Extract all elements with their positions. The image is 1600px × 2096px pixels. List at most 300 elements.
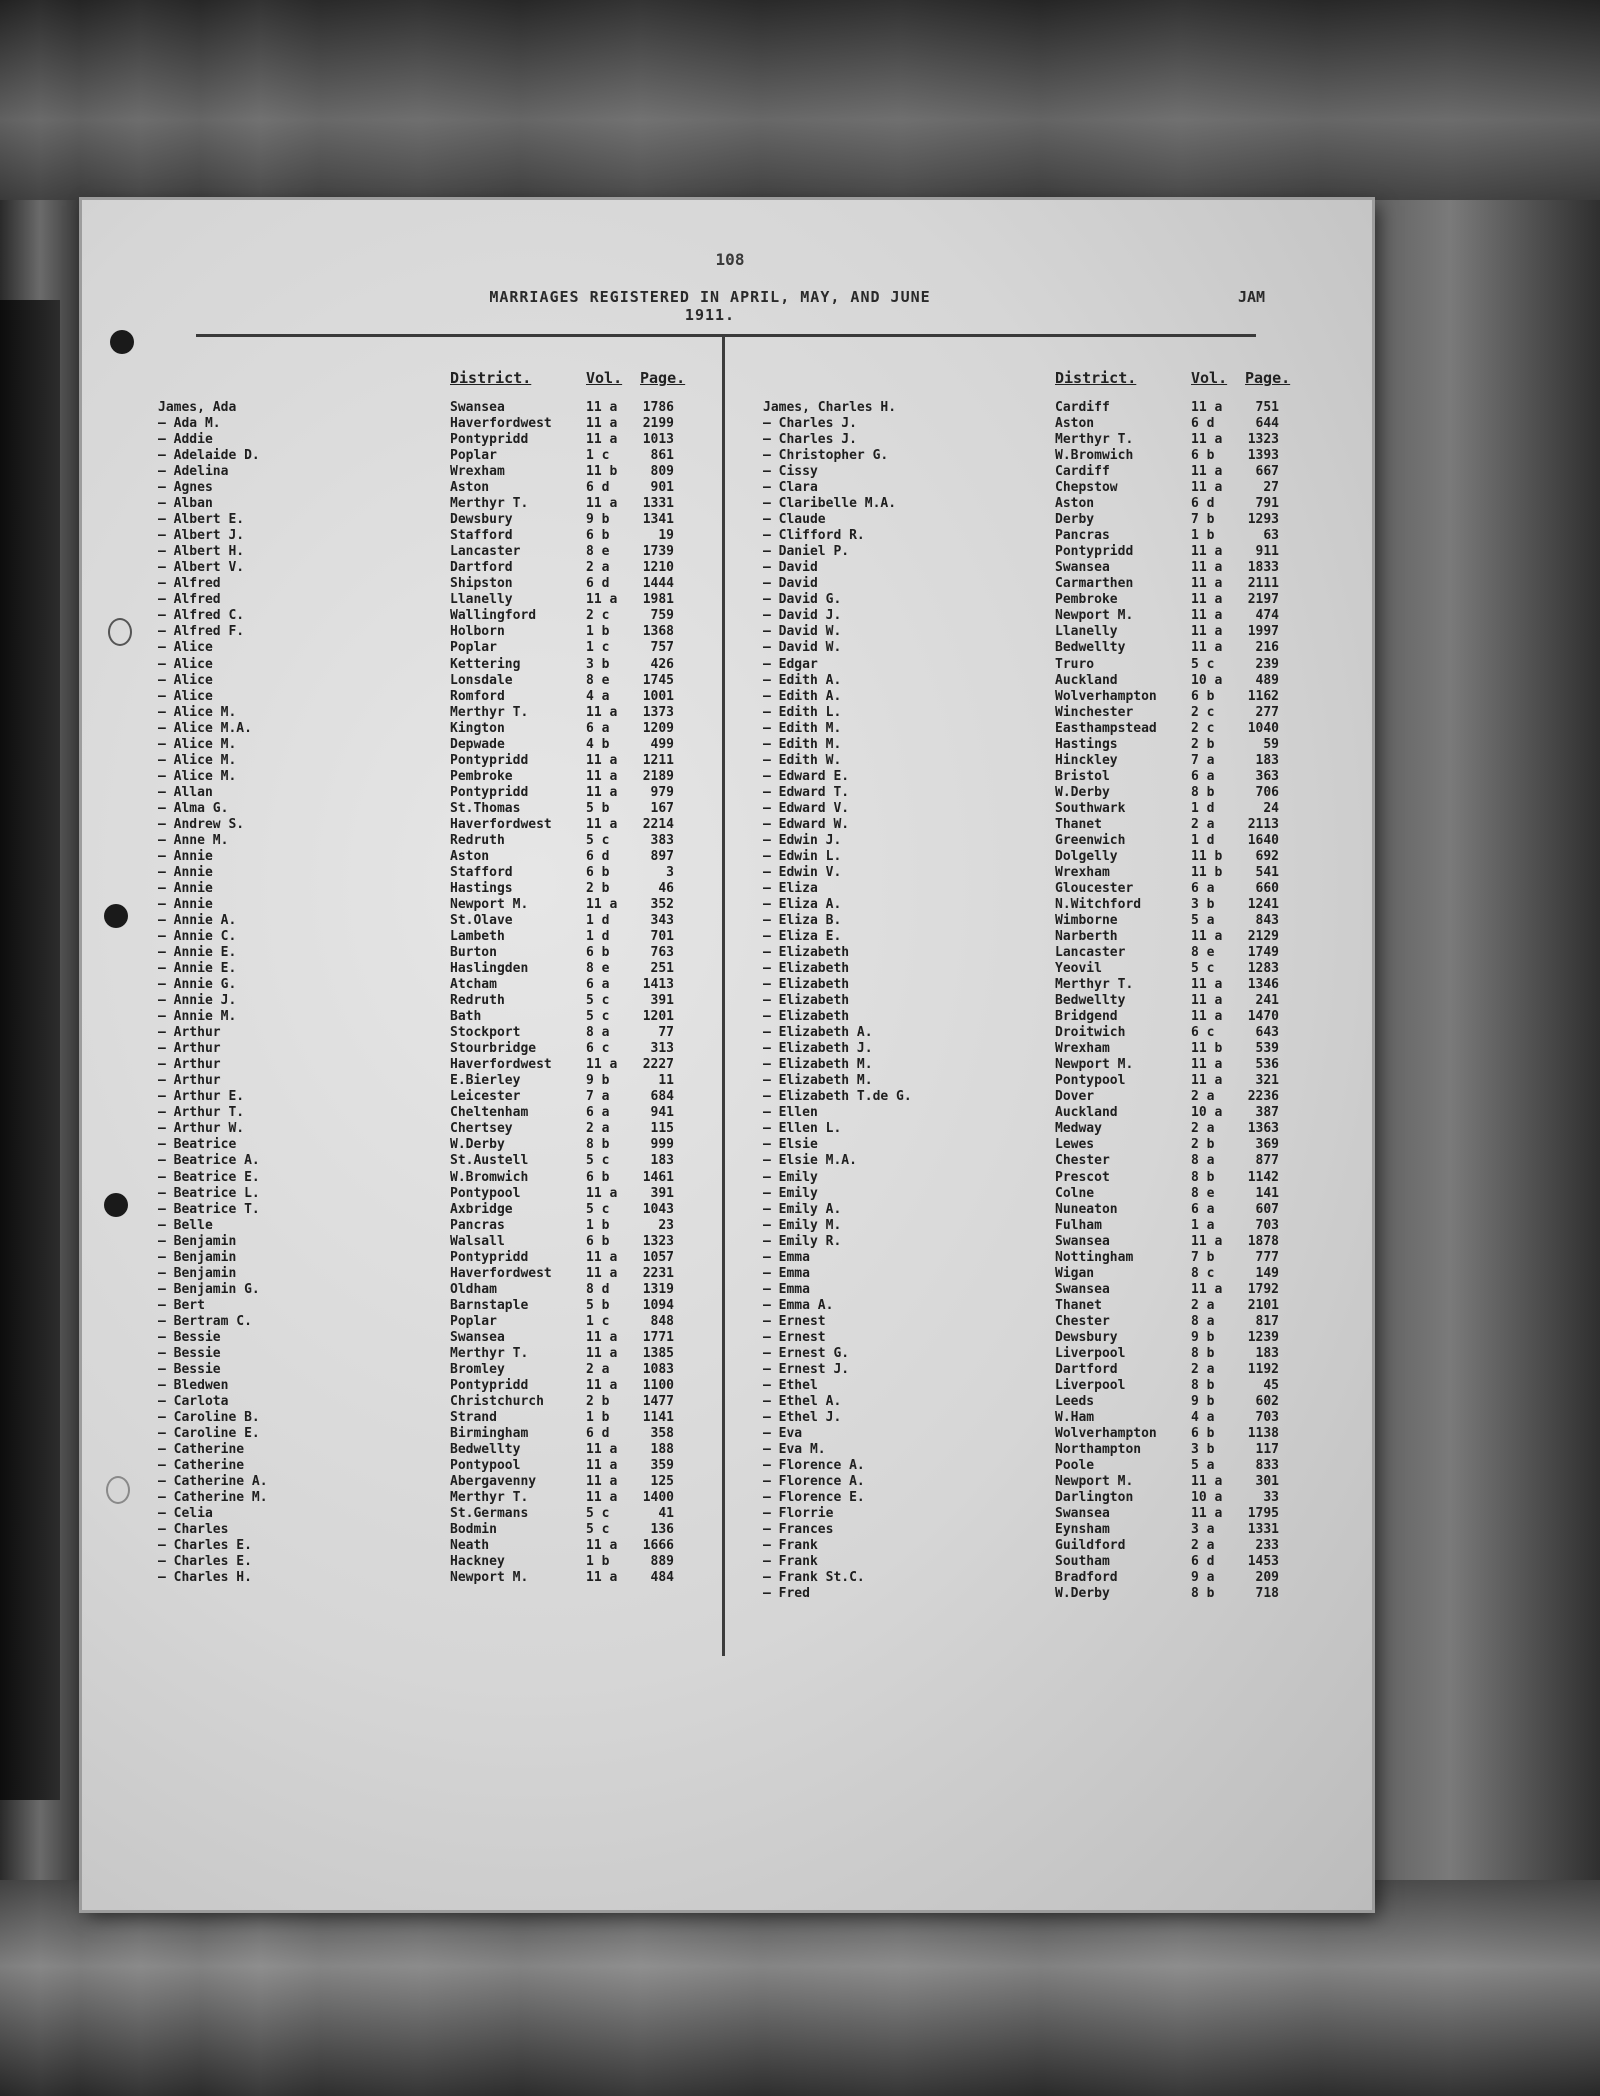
entry-volume: 11 b xyxy=(1191,864,1223,880)
entry-page: 1346 xyxy=(1247,977,1279,993)
district-header: District. xyxy=(450,369,532,387)
entry-volume: 1 c xyxy=(586,1313,610,1329)
entry-volume: 5 c xyxy=(586,832,610,848)
entry-volume: 8 b xyxy=(1191,1169,1215,1185)
entry-page: 703 xyxy=(1255,1409,1279,1425)
entry-name: — Elizabeth T.de G. xyxy=(763,1089,912,1105)
entry-district: Birmingham xyxy=(450,1426,529,1441)
entry-volume: 5 c xyxy=(586,1201,610,1217)
entry-name: — Elizabeth xyxy=(763,993,850,1009)
entry-district: N.Witchford xyxy=(1055,896,1142,912)
entry-page: 848 xyxy=(650,1313,674,1329)
entry-name: — Elizabeth xyxy=(763,1009,850,1025)
entry-page: 1373 xyxy=(642,704,674,720)
entry-volume: 1 d xyxy=(586,913,610,928)
entry-volume: 6 d xyxy=(1191,496,1215,512)
entry-district: Axbridge xyxy=(450,1201,513,1217)
entry-district: Pontypridd xyxy=(450,752,529,768)
entry-volume: 11 a xyxy=(586,1538,618,1554)
entry-district: Leicester xyxy=(450,1089,521,1105)
entry-name: — Daniel P. xyxy=(763,544,850,560)
entry-page: 2197 xyxy=(1247,592,1279,608)
entry-district: Aston xyxy=(450,480,490,496)
entry-page: 343 xyxy=(650,913,674,928)
entry-name: — Allan xyxy=(158,784,213,800)
entry-volume: 6 d xyxy=(1191,1554,1215,1570)
entry-district: Bath xyxy=(450,1009,482,1025)
entry-district: Greenwich xyxy=(1055,832,1126,848)
entry-page: 889 xyxy=(650,1554,674,1570)
entry-page: 684 xyxy=(650,1089,674,1105)
entry-district: Merthyr T. xyxy=(1055,432,1134,448)
entry-page: 833 xyxy=(1255,1458,1279,1474)
entry-name: — Alban xyxy=(158,496,213,512)
entry-district: Pontypridd xyxy=(450,432,529,448)
entry-district: Thanet xyxy=(1055,816,1102,832)
entry-name: — Eliza E. xyxy=(763,929,842,945)
entry-volume: 11 a xyxy=(1191,544,1223,560)
entry-page: 2236 xyxy=(1247,1089,1279,1105)
entry-page: 149 xyxy=(1255,1265,1279,1281)
entry-district: Oldham xyxy=(450,1281,497,1297)
entry-page: 1141 xyxy=(642,1409,674,1425)
entry-district: Dartford xyxy=(450,560,513,576)
entry-page: 1013 xyxy=(642,432,674,448)
film-bottom-edge xyxy=(0,1880,1600,2096)
entry-volume: 11 a xyxy=(586,416,618,432)
entry-page: 499 xyxy=(650,736,674,752)
entry-page: 1142 xyxy=(1247,1169,1279,1185)
entry-volume: 8 e xyxy=(586,544,610,560)
entry-page: 383 xyxy=(650,832,674,848)
entry-page: 45 xyxy=(1263,1377,1279,1393)
entry-name: — Benjamin G. xyxy=(158,1281,260,1297)
entry-volume: 11 a xyxy=(1191,576,1223,592)
entry-name: — Annie C. xyxy=(158,929,237,945)
entry-page: 692 xyxy=(1255,848,1279,864)
entry-volume: 11 b xyxy=(1191,1041,1223,1057)
entry-name: — Clifford R. xyxy=(763,528,865,544)
entry-district: Truro xyxy=(1055,656,1095,672)
entry-district: Chepstow xyxy=(1055,480,1118,496)
entry-page: 1739 xyxy=(642,544,674,560)
entry-district: Stourbridge xyxy=(450,1041,537,1057)
entry-name: — David W. xyxy=(763,640,842,656)
entry-name: — Bessie xyxy=(158,1345,221,1361)
entry-district: Northampton xyxy=(1055,1442,1142,1458)
entry-district: Droitwich xyxy=(1055,1025,1126,1041)
entry-page: 11 xyxy=(658,1073,674,1089)
entry-volume: 6 b xyxy=(1191,448,1215,464)
entry-district: W.Bromwich xyxy=(450,1169,529,1185)
entry-page: 941 xyxy=(650,1105,674,1121)
entry-volume: 11 a xyxy=(586,1057,618,1073)
entry-page: 183 xyxy=(1255,752,1279,768)
entry-page: 1666 xyxy=(642,1538,674,1554)
entry-district: St.Olave xyxy=(450,913,513,928)
entry-name: — Emma xyxy=(763,1281,810,1297)
entry-district: Poplar xyxy=(450,1313,497,1329)
entry-district: Poplar xyxy=(450,448,497,464)
entry-volume: 11 a xyxy=(1191,592,1223,608)
entry-page: 2199 xyxy=(642,416,674,432)
entry-volume: 7 b xyxy=(1191,512,1215,528)
entry-name: — Emma xyxy=(763,1265,810,1281)
entry-page: 1745 xyxy=(642,672,674,688)
entry-district: Wrexham xyxy=(1055,1041,1110,1057)
entry-name: — Beatrice xyxy=(158,1137,237,1153)
entry-volume: 5 a xyxy=(1191,913,1215,928)
entry-page: 2231 xyxy=(642,1265,674,1281)
entry-volume: 11 a xyxy=(586,768,618,784)
entry-district: Chertsey xyxy=(450,1121,513,1137)
entry-name: — Annie E. xyxy=(158,961,237,977)
entry-name: — Albert J. xyxy=(158,528,245,544)
entry-district: Pembroke xyxy=(1055,592,1118,608)
entry-district: St.Germans xyxy=(450,1506,529,1522)
entry-district: Leeds xyxy=(1055,1393,1095,1409)
entry-page: 877 xyxy=(1255,1153,1279,1169)
entry-page: 46 xyxy=(658,880,674,896)
entry-page: 660 xyxy=(1255,880,1279,896)
entry-page: 777 xyxy=(1255,1249,1279,1265)
entry-name: James, Ada xyxy=(158,400,237,415)
entry-name: — Claude xyxy=(763,512,826,528)
entry-volume: 11 a xyxy=(586,592,618,608)
entry-name: — Arthur xyxy=(158,1025,221,1041)
entry-volume: 11 a xyxy=(1191,400,1223,415)
entry-volume: 11 a xyxy=(1191,1233,1223,1249)
entry-page: 539 xyxy=(1255,1041,1279,1057)
entry-volume: 11 a xyxy=(586,784,618,800)
entry-name: — Benjamin xyxy=(158,1233,237,1249)
entry-name: — Frank xyxy=(763,1554,818,1570)
register-page xyxy=(82,200,1372,1910)
entry-name: — Alice M.A. xyxy=(158,720,252,736)
entry-volume: 6 b xyxy=(586,528,610,544)
entry-name: — Frank St.C. xyxy=(763,1570,865,1586)
entry-district: Lewes xyxy=(1055,1137,1095,1153)
entry-volume: 4 a xyxy=(586,688,610,704)
entry-name: — Alice M. xyxy=(158,704,237,720)
entry-page: 23 xyxy=(658,1217,674,1233)
entry-volume: 8 e xyxy=(586,961,610,977)
entry-name: — Bessie xyxy=(158,1329,221,1345)
entry-volume: 8 b xyxy=(1191,784,1215,800)
entry-volume: 1 d xyxy=(1191,800,1215,816)
entry-page: 1239 xyxy=(1247,1329,1279,1345)
entry-volume: 8 e xyxy=(586,672,610,688)
entry-district: Depwade xyxy=(450,736,505,752)
entry-name: — Ellen xyxy=(763,1105,818,1121)
entry-name: — Edith M. xyxy=(763,736,842,752)
entry-district: W.Derby xyxy=(1055,784,1110,800)
entry-district: Swansea xyxy=(1055,1233,1110,1249)
entry-volume: 8 a xyxy=(1191,1153,1215,1169)
entry-name: — Edith A. xyxy=(763,688,842,704)
entry-volume: 6 a xyxy=(1191,1201,1215,1217)
entry-name: — David J. xyxy=(763,608,842,624)
entry-district: Eynsham xyxy=(1055,1522,1110,1538)
header-rule xyxy=(196,334,1256,337)
entry-district: Bristol xyxy=(1055,768,1110,784)
entry-name: — Christopher G. xyxy=(763,448,889,464)
entry-name: — Annie A. xyxy=(158,913,237,928)
entry-district: Pancras xyxy=(1055,528,1110,544)
entry-name: — Alice xyxy=(158,656,213,672)
entry-district: Chester xyxy=(1055,1313,1110,1329)
entry-district: Cardiff xyxy=(1055,464,1110,480)
entry-volume: 11 a xyxy=(586,1185,618,1201)
entry-name: — Edith A. xyxy=(763,672,842,688)
entry-district: W.Bromwich xyxy=(1055,448,1134,464)
entry-page: 233 xyxy=(1255,1538,1279,1554)
entry-page: 1368 xyxy=(642,624,674,640)
entry-page: 1341 xyxy=(642,512,674,528)
entry-name: — Cissy xyxy=(763,464,818,480)
entry-name: — Elizabeth A. xyxy=(763,1025,873,1041)
entry-volume: 11 a xyxy=(1191,1073,1223,1089)
entry-district: Liverpool xyxy=(1055,1377,1126,1393)
entry-page: 1241 xyxy=(1247,896,1279,912)
entry-district: Newport M. xyxy=(450,896,529,912)
entry-name: — Alice M. xyxy=(158,752,237,768)
entry-district: Redruth xyxy=(450,993,505,1009)
entry-name: — Edward V. xyxy=(763,800,850,816)
entry-volume: 6 d xyxy=(586,480,610,496)
entry-page: 1323 xyxy=(642,1233,674,1249)
page-number: 108 xyxy=(715,250,745,269)
entry-name: — Alice xyxy=(158,640,213,656)
entry-volume: 2 a xyxy=(586,1361,610,1377)
entry-page: 183 xyxy=(650,1153,674,1169)
entry-name: — Edgar xyxy=(763,656,818,672)
entry-name: — David xyxy=(763,560,818,576)
entry-page: 602 xyxy=(1255,1393,1279,1409)
entry-name: — Annie xyxy=(158,864,213,880)
entry-page: 1057 xyxy=(642,1249,674,1265)
entry-page: 763 xyxy=(650,945,674,961)
entry-volume: 6 d xyxy=(586,576,610,592)
entry-name: — Charles E. xyxy=(158,1538,252,1554)
entry-district: Walsall xyxy=(450,1233,505,1249)
entry-page: 33 xyxy=(1263,1490,1279,1506)
entry-name: — Annie J. xyxy=(158,993,237,1009)
entry-district: Bedwellty xyxy=(1055,640,1126,656)
entry-volume: 2 b xyxy=(586,1393,610,1409)
entry-district: Shipston xyxy=(450,576,513,592)
entry-district: Pontypridd xyxy=(1055,544,1134,560)
entry-district: Dartford xyxy=(1055,1361,1118,1377)
entry-volume: 1 b xyxy=(1191,528,1215,544)
entry-volume: 2 a xyxy=(1191,1089,1215,1105)
page-title: MARRIAGES REGISTERED IN APRIL, MAY, AND JUNE 1911. xyxy=(489,288,931,324)
entry-volume: 6 c xyxy=(586,1041,610,1057)
entry-district: Swansea xyxy=(450,400,505,415)
entry-name: — Alfred C. xyxy=(158,608,245,624)
entry-volume: 2 a xyxy=(1191,1121,1215,1137)
entry-volume: 11 b xyxy=(1191,848,1223,864)
entry-page: 27 xyxy=(1263,480,1279,496)
entry-name: — Benjamin xyxy=(158,1249,237,1265)
entry-volume: 8 a xyxy=(586,1025,610,1041)
entry-name: — Adelaide D. xyxy=(158,448,260,464)
entry-volume: 3 b xyxy=(1191,896,1215,912)
entry-district: Wolverhampton xyxy=(1055,688,1157,704)
entry-name: — Caroline B. xyxy=(158,1409,260,1425)
entry-page: 1323 xyxy=(1247,432,1279,448)
entry-volume: 11 a xyxy=(1191,608,1223,624)
entry-volume: 11 a xyxy=(586,1345,618,1361)
entry-page: 2113 xyxy=(1247,816,1279,832)
entry-name: — Albert E. xyxy=(158,512,245,528)
entry-page: 817 xyxy=(1255,1313,1279,1329)
entry-name: — Celia xyxy=(158,1506,213,1522)
entry-name: — Annie G. xyxy=(158,977,237,993)
entry-volume: 1 d xyxy=(1191,832,1215,848)
entry-district: Southam xyxy=(1055,1554,1110,1570)
entry-volume: 2 b xyxy=(586,880,610,896)
entry-name: — Agnes xyxy=(158,480,213,496)
entry-page: 2189 xyxy=(642,768,674,784)
entry-name: — Clara xyxy=(763,480,818,496)
entry-name: — Bledwen xyxy=(158,1377,229,1393)
entry-district: Dover xyxy=(1055,1089,1095,1105)
entry-district: Newport M. xyxy=(450,1570,529,1586)
punch-hole-ring xyxy=(106,1476,130,1504)
entry-name: — Arthur xyxy=(158,1073,221,1089)
entry-volume: 11 a xyxy=(1191,480,1223,496)
entry-district: Poplar xyxy=(450,640,497,656)
entry-volume: 10 a xyxy=(1191,1105,1223,1121)
entry-volume: 11 a xyxy=(586,1249,618,1265)
entry-page: 1283 xyxy=(1247,961,1279,977)
entry-volume: 11 a xyxy=(1191,977,1223,993)
entry-name: — Florrie xyxy=(763,1506,834,1522)
entry-volume: 9 a xyxy=(1191,1570,1215,1586)
entry-volume: 11 a xyxy=(586,1377,618,1393)
entry-name: — Eliza A. xyxy=(763,896,842,912)
entry-page: 125 xyxy=(650,1474,674,1490)
entry-name: — Eva xyxy=(763,1426,803,1441)
entry-page: 241 xyxy=(1255,993,1279,1009)
entry-volume: 5 c xyxy=(586,1153,610,1169)
entry-page: 63 xyxy=(1263,528,1279,544)
entry-name: — Alfred xyxy=(158,592,221,608)
entry-district: Merthyr T. xyxy=(1055,977,1134,993)
entry-name: — Frances xyxy=(763,1522,834,1538)
entry-district: Dolgelly xyxy=(1055,848,1118,864)
entry-page: 1795 xyxy=(1247,1506,1279,1522)
entry-volume: 6 d xyxy=(586,848,610,864)
entry-page: 1453 xyxy=(1247,1554,1279,1570)
entry-volume: 9 b xyxy=(1191,1393,1215,1409)
entry-name: — Annie M. xyxy=(158,1009,237,1025)
entry-volume: 4 b xyxy=(586,736,610,752)
entry-name: — Andrew S. xyxy=(158,816,245,832)
entry-name: — Benjamin xyxy=(158,1265,237,1281)
entry-volume: 1 c xyxy=(586,640,610,656)
entry-volume: 9 b xyxy=(586,512,610,528)
entry-volume: 2 c xyxy=(1191,720,1215,736)
entry-page: 757 xyxy=(650,640,674,656)
entry-volume: 11 a xyxy=(1191,464,1223,480)
film-top-edge xyxy=(0,0,1600,200)
entry-volume: 2 c xyxy=(1191,704,1215,720)
entry-page: 352 xyxy=(650,896,674,912)
entry-district: Strand xyxy=(450,1409,497,1425)
entry-page: 1400 xyxy=(642,1490,674,1506)
punch-hole xyxy=(110,330,134,354)
entry-volume: 11 a xyxy=(586,752,618,768)
entry-district: Narberth xyxy=(1055,929,1118,945)
entry-district: Kettering xyxy=(450,656,521,672)
entry-name: — Florence E. xyxy=(763,1490,865,1506)
entry-page: 41 xyxy=(658,1506,674,1522)
vol-header: Vol. xyxy=(586,369,623,387)
entry-name: — Ada M. xyxy=(158,416,221,432)
entry-page: 216 xyxy=(1255,640,1279,656)
entry-district: Stafford xyxy=(450,528,513,544)
entry-name: — Edwin J. xyxy=(763,832,842,848)
entry-volume: 5 c xyxy=(586,993,610,1009)
entry-district: Wigan xyxy=(1055,1265,1095,1281)
entry-volume: 7 a xyxy=(586,1089,610,1105)
entry-volume: 5 c xyxy=(586,1506,610,1522)
page-header: Page. xyxy=(640,369,686,387)
entry-district: Pontypridd xyxy=(450,1249,529,1265)
entry-page: 703 xyxy=(1255,1217,1279,1233)
entry-volume: 6 a xyxy=(586,977,610,993)
entry-page: 489 xyxy=(1255,672,1279,688)
entry-volume: 6 b xyxy=(586,1233,610,1249)
entry-district: Nottingham xyxy=(1055,1249,1134,1265)
entry-district: Merthyr T. xyxy=(450,1345,529,1361)
entry-page: 1771 xyxy=(642,1329,674,1345)
entry-page: 1162 xyxy=(1247,688,1279,704)
entry-volume: 8 b xyxy=(586,1137,610,1153)
entry-district: Lancaster xyxy=(450,544,521,560)
entry-district: Dewsbury xyxy=(1055,1329,1118,1345)
entry-volume: 5 b xyxy=(586,800,610,816)
column-divider xyxy=(722,336,725,1656)
entry-page: 77 xyxy=(658,1025,674,1041)
entry-volume: 5 c xyxy=(1191,656,1215,672)
entry-page: 1209 xyxy=(642,720,674,736)
entry-district: Chester xyxy=(1055,1153,1110,1169)
entry-volume: 6 d xyxy=(1191,416,1215,432)
entry-name: — Arthur T. xyxy=(158,1105,245,1121)
entry-name: — Arthur E. xyxy=(158,1089,245,1105)
entry-name: — Albert H. xyxy=(158,544,245,560)
entry-volume: 6 b xyxy=(586,864,610,880)
entry-district: Colne xyxy=(1055,1185,1095,1201)
entry-name: — Belle xyxy=(158,1217,213,1233)
entry-page: 1640 xyxy=(1247,832,1279,848)
entry-district: Wimborne xyxy=(1055,913,1118,928)
entry-volume: 9 b xyxy=(586,1073,610,1089)
entry-page: 1210 xyxy=(642,560,674,576)
entry-volume: 11 a xyxy=(1191,560,1223,576)
entry-page: 1470 xyxy=(1247,1009,1279,1025)
entry-page: 1094 xyxy=(642,1297,674,1313)
entry-page: 1083 xyxy=(642,1361,674,1377)
entry-page: 2129 xyxy=(1247,929,1279,945)
entry-district: Cheltenham xyxy=(450,1105,529,1121)
entry-name: — Emma xyxy=(763,1249,810,1265)
entry-page: 1997 xyxy=(1247,624,1279,640)
entry-name: — Eliza B. xyxy=(763,913,842,928)
